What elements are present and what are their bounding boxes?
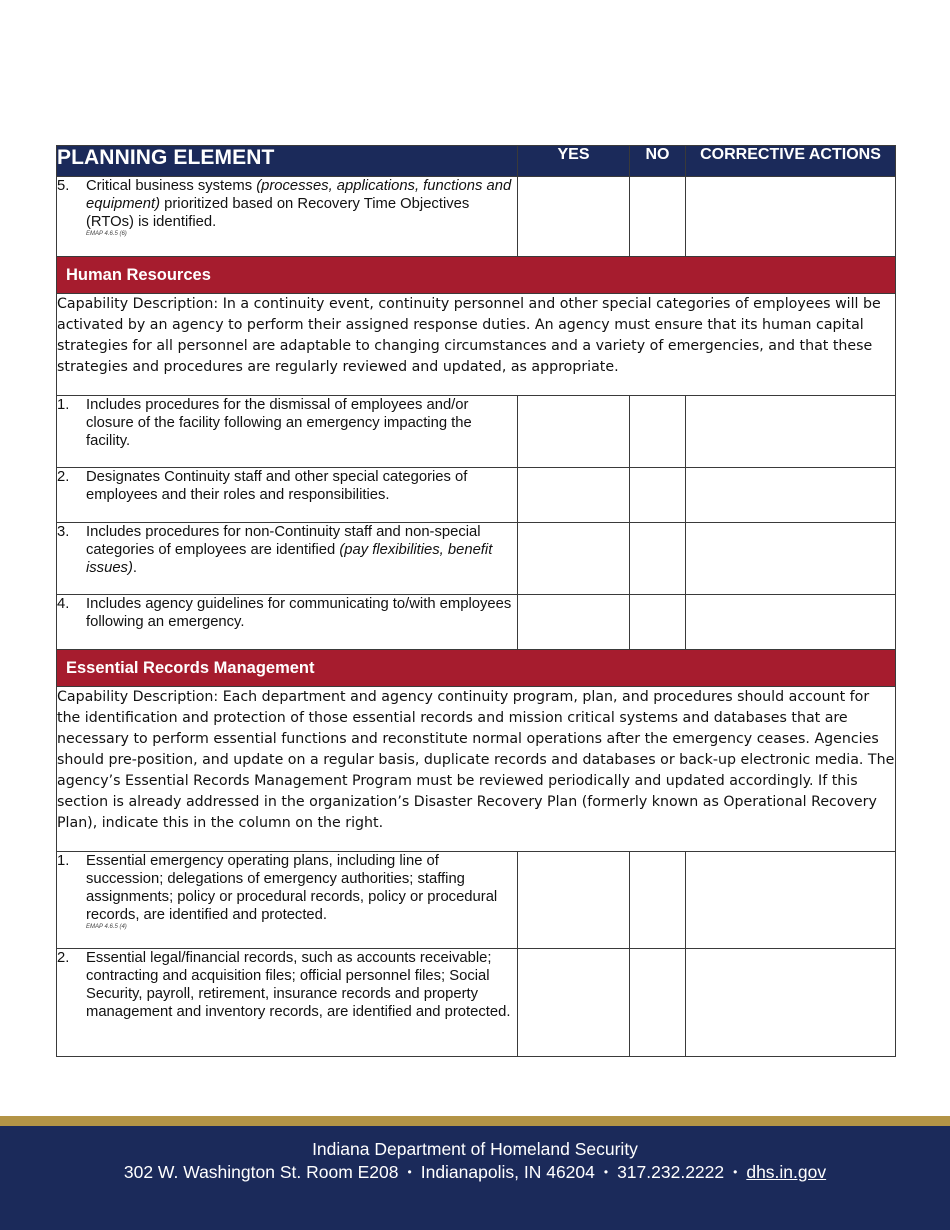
table-row	[57, 595, 896, 650]
item-text: Designates Continuity staff and other special categories of employees and their roles and responsibilities.	[86, 469, 468, 503]
corrective-actions-cell[interactable]	[686, 949, 896, 1057]
planning-checklist-table	[56, 145, 896, 1057]
header-corrective-actions: CORRECTIVE ACTIONS	[686, 146, 896, 177]
description-row	[57, 687, 896, 852]
table-row	[57, 523, 896, 595]
corrective-actions-cell[interactable]	[686, 177, 896, 257]
footer-website-link[interactable]: dhs.in.gov	[746, 1162, 827, 1182]
table-row	[57, 396, 896, 468]
planning-element-cell	[57, 595, 518, 650]
corrective-actions-cell[interactable]	[686, 523, 896, 595]
yes-cell[interactable]	[518, 949, 630, 1057]
table-row	[57, 949, 896, 1057]
no-cell[interactable]	[630, 523, 686, 595]
capability-description: Capability Description: In a continuity event, continuity personnel and other special categories of employees will be activated by an agency to perform their assigned response duties. An agency must ensure that its human capital strategies for all personnel are adaptable to changing circumstances and a variety of emergencies, and that these strategies and procedures are regularly reviewed and updated, as appropriate.	[57, 294, 896, 396]
no-cell[interactable]	[630, 852, 686, 949]
item-number: 3.	[57, 524, 70, 540]
section-title-human-resources: Human Resources	[57, 257, 896, 294]
item-text-part: prioritized based on Recovery Time Objectives (RTOs) is identified.	[86, 196, 470, 230]
emap-reference: EMAP 4.6.5 (6)	[86, 231, 127, 237]
section-header-row	[57, 257, 896, 294]
table-header-row	[57, 146, 896, 177]
item-text	[86, 177, 517, 231]
header-planning-element: PLANNING ELEMENT	[57, 146, 518, 177]
no-cell[interactable]	[630, 468, 686, 523]
yes-cell[interactable]	[518, 396, 630, 468]
footer-city: Indianapolis, IN 46204	[420, 1162, 595, 1182]
footer-address: 302 W. Washington St. Room E208	[123, 1162, 399, 1182]
item-number: 2.	[57, 469, 70, 485]
footer-contact-line	[0, 1162, 950, 1183]
corrective-actions-cell[interactable]	[686, 396, 896, 468]
header-no: NO	[630, 146, 686, 177]
corrective-actions-cell[interactable]	[686, 468, 896, 523]
footer-accent-bar	[0, 1116, 950, 1126]
item-text: Essential legal/financial records, such as accounts receivable; contracting and acquisition files; official personnel files; Social Security, payroll, retirement, insurance records and property management and inventory records, are identified and protected.	[86, 950, 511, 1020]
corrective-actions-cell[interactable]	[686, 595, 896, 650]
description-row	[57, 294, 896, 396]
planning-element-cell	[57, 949, 518, 1057]
section-title-essential-records: Essential Records Management	[57, 650, 896, 687]
capability-description: Capability Description: Each department and agency continuity program, plan, and procedures should account for the identification and protection of those essential records and mission critical systems and databases that are necessary to perform essential functions and reconstitute normal operations after the emergency ceases. Agencies should pre-position, and update on a regular basis, duplicate records and databases or back-up electronic media. The agency’s Essential Records Management Program must be reviewed periodically and updated accordingly. If this section is already addressed in the organization’s Disaster Recovery Plan (formerly known as Operational Recovery Plan), indicate this in the column on the right.	[57, 687, 896, 852]
yes-cell[interactable]	[518, 523, 630, 595]
item-text: Includes procedures for the dismissal of employees and/or closure of the facility following an emergency impacting the facility.	[86, 397, 472, 449]
corrective-actions-cell[interactable]	[686, 852, 896, 949]
item-number: 1.	[57, 853, 70, 869]
planning-element-cell	[57, 852, 518, 949]
emap-reference: EMAP 4.6.5 (4)	[86, 924, 127, 930]
planning-element-cell	[57, 177, 518, 257]
yes-cell[interactable]	[518, 468, 630, 523]
footer-separator: •	[603, 1165, 609, 1179]
yes-cell[interactable]	[518, 177, 630, 257]
item-number: 4.	[57, 596, 70, 612]
item-number: 5.	[57, 178, 70, 194]
planning-element-cell	[57, 523, 518, 595]
footer-organization: Indiana Department of Homeland Security	[312, 1139, 638, 1159]
planning-element-cell	[57, 468, 518, 523]
table-row	[57, 177, 896, 257]
item-text-part: .	[132, 560, 137, 576]
header-yes: YES	[518, 146, 630, 177]
section-header-row	[57, 650, 896, 687]
no-cell[interactable]	[630, 595, 686, 650]
footer-separator: •	[733, 1165, 738, 1179]
item-text	[86, 523, 517, 577]
table-row	[57, 468, 896, 523]
item-number: 2.	[57, 950, 70, 966]
table-row	[57, 852, 896, 949]
planning-element-cell	[57, 396, 518, 468]
footer-phone: 317.232.2222	[617, 1162, 725, 1182]
item-text: Essential emergency operating plans, including line of succession; delegations of emergency authorities; staffing assignments; policy or procedural records, policy or procedural records, are identified and protected.	[86, 853, 498, 923]
no-cell[interactable]	[630, 949, 686, 1057]
yes-cell[interactable]	[518, 852, 630, 949]
item-text-part: Includes procedures for non-Continuity staff and non-special categories of employees are identified	[86, 524, 481, 558]
item-text-italic: (pay flexibilities, benefit issues)	[86, 542, 493, 576]
no-cell[interactable]	[630, 177, 686, 257]
no-cell[interactable]	[630, 396, 686, 468]
item-text-part: Critical business systems	[86, 178, 257, 194]
item-text: Includes agency guidelines for communicating to/with employees following an emergency.	[86, 596, 512, 630]
item-text-italic: (processes, applications, functions and equipment)	[86, 178, 512, 212]
page-footer	[0, 1126, 950, 1230]
yes-cell[interactable]	[518, 595, 630, 650]
footer-separator: •	[407, 1165, 412, 1179]
item-number: 1.	[57, 397, 70, 413]
